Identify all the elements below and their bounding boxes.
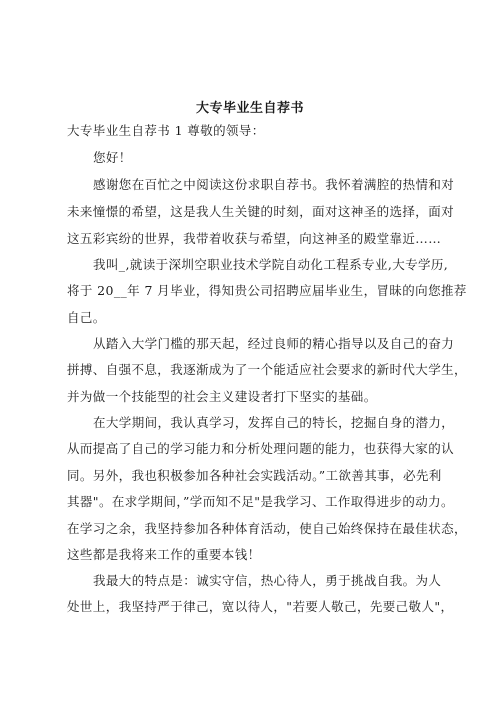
- salutation-line: 大专毕业生自荐书 1 尊敬的领导：: [67, 123, 265, 138]
- paragraph-line: 这些都是我将来工作的重要本钱！: [67, 547, 261, 562]
- paragraph-line: 从踏入大学门槛的那天起，经过良师的精心指导以及自己的奋力: [93, 336, 455, 351]
- greeting-line: 您好！: [93, 150, 132, 165]
- paragraph-line: 未来憧憬的希望，这是我人生关键的时刻，面对这神圣的选择，面对: [67, 204, 455, 219]
- paragraph-line: 将于 20__年 7 月毕业，得知贵公司招聘应届毕业生，冒昧的向您推荐: [67, 283, 467, 298]
- paragraph-line: 这五彩宾纷的世界，我带着收获与希望，向这神圣的殿堂靠近……: [67, 231, 442, 246]
- paragraph-line: 我叫_,就读于深圳空职业技术学院自动化工程系专业,大专学历,: [93, 257, 449, 272]
- document-title: 大专毕业生自荐书: [195, 101, 304, 116]
- paragraph-line: 其器"。在求学期间，”学而知不足"是我学习、工作取得进步的动力。: [67, 494, 454, 509]
- paragraph-line: 拼搏、自强不息，我逐渐成为了一个能适应社会要求的新时代大学生，: [67, 362, 467, 377]
- paragraph-line: 我最大的特点是：诚实守信，热心待人，勇于挑战自我。为人: [93, 573, 442, 588]
- paragraph-line: 同。另外，我也积极参加各种社会实践活动。”工欲善其事，必先利: [67, 468, 442, 483]
- paragraph-line: 感谢您在百忙之中阅读这份求职自荐书。我怀着满腔的热情和对: [93, 177, 455, 192]
- paragraph-line: 在学习之余，我坚持参加各种体育活动，使自己始终保持在最佳状态，: [67, 521, 467, 536]
- paragraph-line: 处世上，我坚持严于律己，宽以待人，"若要人敬己，先要己敬人"，: [67, 599, 454, 614]
- paragraph-line: 自己。: [67, 310, 106, 325]
- paragraph-line: 在大学期间，我认真学习，发挥自己的特长，挖掘自身的潜力，: [93, 415, 455, 430]
- paragraph-line: 从而提高了自己的学习能力和分析处理问题的能力，也获得大家的认: [67, 441, 455, 456]
- paragraph-line: 并为做一个技能型的社会主义建设者打下坚实的基础。: [67, 389, 377, 404]
